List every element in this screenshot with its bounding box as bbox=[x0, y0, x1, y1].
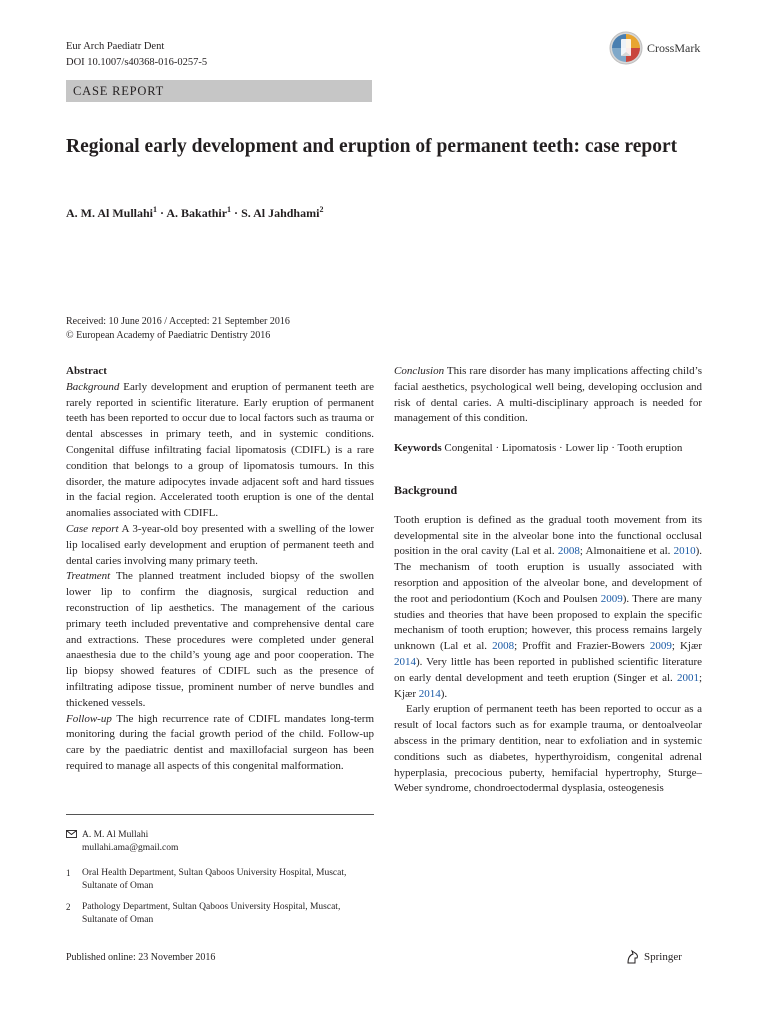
section-label: Conclusion bbox=[394, 365, 445, 377]
affiliation-marker: 2 bbox=[319, 205, 324, 214]
author-separator: · bbox=[157, 206, 167, 220]
abstract-heading: Abstract bbox=[66, 365, 107, 377]
article-title: Regional early development and eruption of permanent teeth: case report bbox=[66, 136, 678, 157]
footnote-divider bbox=[66, 814, 374, 815]
affiliation-marker: 1 bbox=[153, 205, 158, 214]
section-text: The high recurrence rate of CDIFL mandates long-term monitoring during the facial growth period of the child. Follow-up care by the paediatric dentist and maxillofacial surgeon has been required to manage all aspects of this congenital malformation. bbox=[66, 712, 374, 772]
citation-link[interactable]: 2001 bbox=[676, 671, 699, 684]
keywords-label: Keywords bbox=[394, 442, 442, 455]
citation-link[interactable]: 2014 bbox=[418, 687, 441, 700]
body-text: ; Kjær bbox=[671, 640, 702, 653]
body-text: ). The mechanism of tooth eruption is usually associated with resorption and apposition of the alveolar bone, and development of the root and periodontium (Koch and Poulsen bbox=[394, 545, 702, 605]
section-text: This rare disorder has many implications affecting child’s facial aesthetics, psychological well being, developing occlusion and risk of dental caries. A multi-disciplinary approach is needed for management of this condition. bbox=[394, 365, 702, 425]
published-date: Published online: 23 November 2016 bbox=[66, 952, 216, 963]
abstract-background bbox=[66, 380, 374, 522]
doi[interactable]: DOI 10.1007/s40368-016-0257-5 bbox=[66, 57, 208, 68]
crossmark-label: CrossMark bbox=[647, 40, 701, 55]
affiliation-1 bbox=[66, 867, 366, 893]
article-type-banner: CASE REPORT bbox=[66, 80, 372, 102]
abstract-conclusion bbox=[394, 364, 702, 427]
crossmark-badge[interactable] bbox=[609, 30, 700, 66]
body-text: ). bbox=[440, 687, 448, 700]
section-label: Treatment bbox=[66, 570, 111, 583]
author-email[interactable]: mullahi.ama@gmail.com bbox=[82, 843, 179, 853]
author-separator: · bbox=[231, 206, 242, 220]
background-paragraph-1 bbox=[394, 513, 702, 703]
body-text: ; Kjær bbox=[394, 671, 702, 700]
section-text: Early development and eruption of permanent teeth are rarely reported in scientific literature. Early eruption of permanent teeth has been reported to occur due to local factors such as trauma or dental abscesses in primary teeth, and in systemic conditions. Congenital diffuse infiltrating facial lipomatosis (CDIFL) is a rare condition that belongs to a group of lipomatosis tumours. In this disorder, the mature adipocytes invade adjacent soft and hard tissues in the facial region. Accelerated tooth eruption is one of the dental anomalies associated with CDIFL. bbox=[66, 380, 374, 520]
springer-horse-icon bbox=[625, 949, 641, 965]
body-text: ; Proffit and Frazier-Bowers bbox=[514, 640, 650, 653]
correspondence-note bbox=[66, 829, 374, 855]
corresponding-author: A. M. Al Mullahi bbox=[82, 830, 149, 840]
section-label: Case report bbox=[66, 522, 119, 535]
springer-logo bbox=[625, 949, 682, 965]
article-dates bbox=[66, 315, 290, 343]
background-heading: Background bbox=[394, 482, 458, 497]
envelope-icon bbox=[66, 829, 82, 855]
keywords bbox=[394, 441, 702, 457]
copyright: © European Academy of Paediatric Dentistry 2016 bbox=[66, 330, 271, 341]
right-column bbox=[394, 364, 702, 797]
keywords-text: Congenital · Lipomatosis · Lower lip · Tooth eruption bbox=[441, 442, 683, 455]
body-text: ; bbox=[579, 545, 586, 558]
affiliation-number: 2 bbox=[66, 902, 71, 912]
citation-link[interactable]: 2014 bbox=[394, 655, 416, 668]
section-text: The planned treatment included biopsy of the swollen lower lip to confirm the diagnosis, surgical reduction and reconstruction of lip aesthetics. The management of the carious primary teeth included preventative and comprehensive dental care and extractions. These procedures were completed under general anaesthesia due to the child’s young age and poor cooperation. The lip biopsy showed features of CDIFL such as the presence of infiltrating adipose tissue, prominent number of nerve bundles and thickened vessels. bbox=[66, 570, 374, 709]
received-accepted: Received: 10 June 2016 / Accepted: 21 September 2016 bbox=[66, 316, 290, 327]
section-text: A 3-year-old boy presented with a swelling of the lower lip localised early development and eruption of permanent teeth and dental caries involving many primary teeth. bbox=[66, 522, 375, 567]
citation-link[interactable]: 2008 bbox=[557, 545, 580, 558]
body-text: Tooth eruption is defined as the gradual tooth movement from its developmental site in the alveolar bone into the functional occlusal position in the oral cavity (Lal et al. bbox=[394, 513, 702, 558]
abstract-case-report bbox=[66, 522, 374, 569]
body-text: Almonaitiene et al. bbox=[585, 545, 674, 558]
abstract-follow-up bbox=[66, 712, 374, 775]
crossmark-icon bbox=[609, 31, 643, 65]
affiliation-2 bbox=[66, 901, 366, 927]
affiliation-marker: 1 bbox=[227, 205, 232, 214]
body-text: ). There are many studies and theories that have been proposed to explain the specific mechanism of tooth eruption; however, this process remains largely unknown (Lal et al. bbox=[394, 592, 702, 653]
affiliation-text: Pathology Department, Sultan Qaboos University Hospital, Muscat, Sultanate of Oman bbox=[82, 902, 341, 925]
journal-name: Eur Arch Paediatr Dent bbox=[66, 41, 165, 52]
affiliation-text: Oral Health Department, Sultan Qaboos University Hospital, Muscat, Sultanate of Oman bbox=[82, 868, 347, 891]
author-name[interactable]: A. M. Al Mullahi bbox=[66, 206, 154, 220]
affiliation-number: 1 bbox=[66, 868, 71, 878]
publisher-name: Springer bbox=[644, 951, 682, 963]
citation-link[interactable]: 2010 bbox=[673, 545, 696, 558]
journal-header bbox=[66, 39, 207, 71]
body-text: ). Very little has been reported in published scientific literature on early dental development and teeth eruption (Singer et al. bbox=[394, 655, 702, 684]
background-paragraph-2: Early eruption of permanent teeth has been reported to occur as a result of local factors such as for example trauma, or dentoalveolar abscess in the primary dentition, near to exfoliation and in systemic conditions such as diabetes, hyperthyroidism, congenital adrenal hyperplasia, precocious puberty, hemifacial hypertrophy, Sturge–Weber syndrome, chondroectodermal dysplasia, osteogenesis bbox=[394, 703, 702, 795]
section-label: Follow-up bbox=[66, 712, 112, 725]
author-name[interactable]: A. Bakathir bbox=[166, 206, 228, 220]
author-list bbox=[66, 205, 323, 221]
citation-link[interactable]: 2009 bbox=[600, 592, 623, 605]
citation-link[interactable]: 2009 bbox=[649, 640, 672, 653]
section-label: Background bbox=[66, 380, 120, 393]
abstract-column bbox=[66, 364, 374, 775]
citation-link[interactable]: 2008 bbox=[492, 640, 515, 653]
author-name[interactable]: S. Al Jahdhami bbox=[241, 206, 320, 220]
abstract-treatment bbox=[66, 569, 374, 711]
